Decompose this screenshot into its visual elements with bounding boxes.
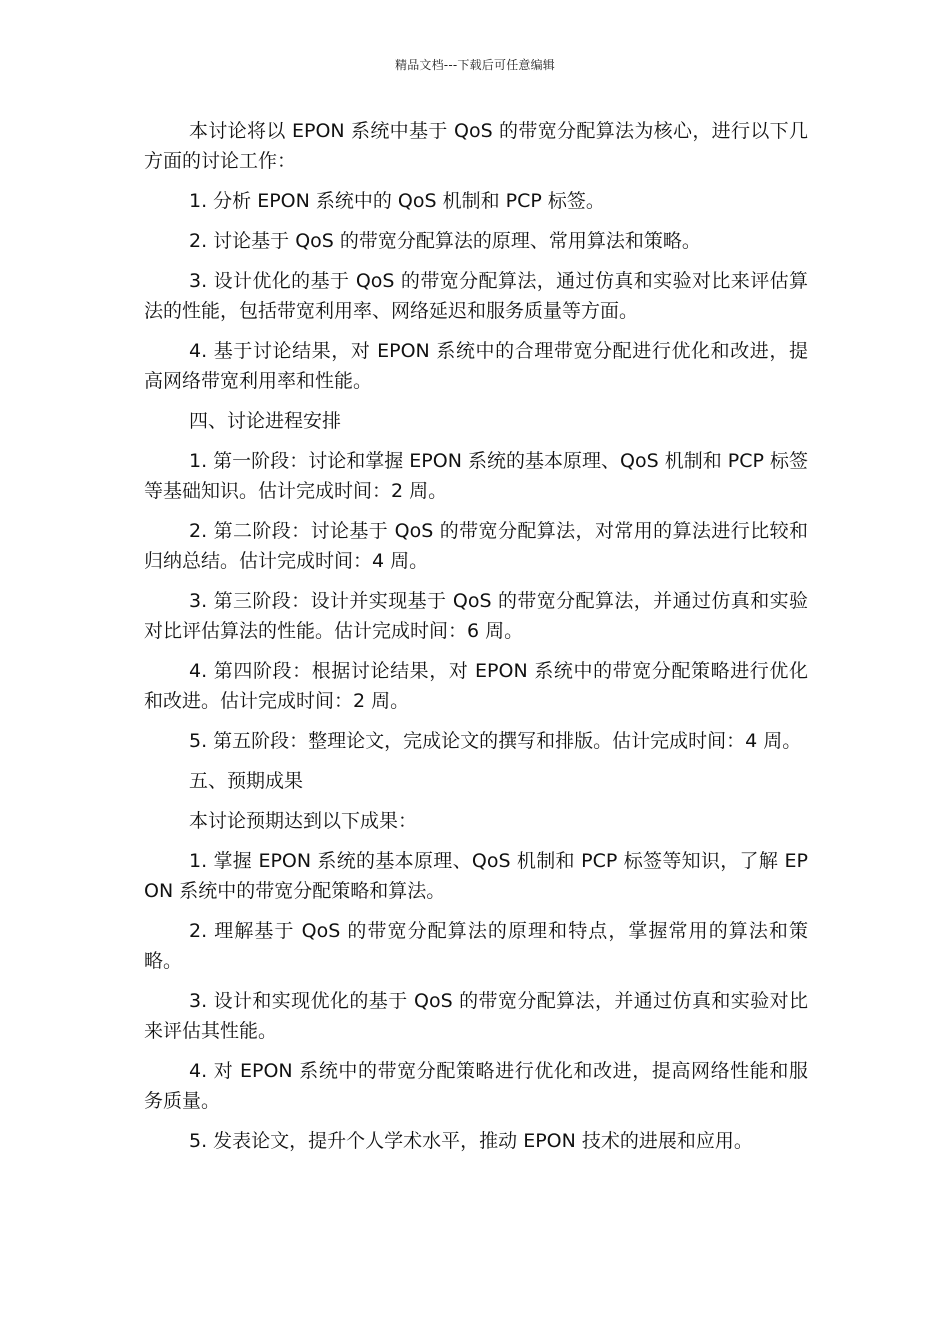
work-item-3: 3. 设计优化的基于 QoS 的带宽分配算法，通过仿真和实验对比来评估算法的性能，包括带宽利用率、网络延迟和服务质量等方面。	[144, 270, 808, 322]
schedule-stage-3: 3. 第三阶段：设计并实现基于 QoS 的带宽分配算法，并通过仿真和实验对比评估算法的性能。估计完成时间：6 周。	[144, 590, 808, 642]
document-body	[144, 116, 808, 1166]
intro-paragraph: 本讨论将以 EPON 系统中基于 QoS 的带宽分配算法为核心，进行以下几方面的讨论工作：	[144, 120, 808, 172]
schedule-stage-5: 5. 第五阶段：整理论文，完成论文的撰写和排版。估计完成时间：4 周。	[189, 730, 802, 752]
outcome-item-5: 5. 发表论文，提升个人学术水平，推动 EPON 技术的进展和应用。	[189, 1130, 753, 1152]
outcome-item-4: 4. 对 EPON 系统中的带宽分配策略进行优化和改进，提高网络性能和服务质量。	[144, 1060, 808, 1112]
page-header: 精品文档---下载后可任意编辑	[395, 58, 555, 72]
work-item-2: 2. 讨论基于 QoS 的带宽分配算法的原理、常用算法和策略。	[189, 230, 701, 252]
schedule-stage-4: 4. 第四阶段：根据讨论结果，对 EPON 系统中的带宽分配策略进行优化和改进。估计完成时间：2 周。	[144, 660, 808, 712]
work-item-4: 4. 基于讨论结果，对 EPON 系统中的合理带宽分配进行优化和改进，提高网络带宽利用率和性能。	[144, 340, 808, 392]
outcome-item-1: 1. 掌握 EPON 系统的基本原理、QoS 机制和 PCP 标签等知识，了解 EPON 系统中的带宽分配策略和算法。	[144, 850, 808, 902]
outcome-item-2: 2. 理解基于 QoS 的带宽分配算法的原理和特点，掌握常用的算法和策略。	[144, 920, 808, 972]
work-item-1: 1. 分析 EPON 系统中的 QoS 机制和 PCP 标签。	[189, 190, 605, 212]
schedule-stage-2: 2. 第二阶段：讨论基于 QoS 的带宽分配算法，对常用的算法进行比较和归纳总结。估计完成时间：4 周。	[144, 520, 808, 572]
schedule-stage-1: 1. 第一阶段：讨论和掌握 EPON 系统的基本原理、QoS 机制和 PCP 标签等基础知识。估计完成时间：2 周。	[144, 450, 808, 502]
outcomes-intro: 本讨论预期达到以下成果：	[189, 810, 418, 832]
section-heading-outcomes: 五、预期成果	[189, 770, 304, 792]
section-heading-schedule: 四、讨论进程安排	[189, 410, 342, 432]
outcome-item-3: 3. 设计和实现优化的基于 QoS 的带宽分配算法，并通过仿真和实验对比来评估其性能。	[144, 990, 808, 1042]
